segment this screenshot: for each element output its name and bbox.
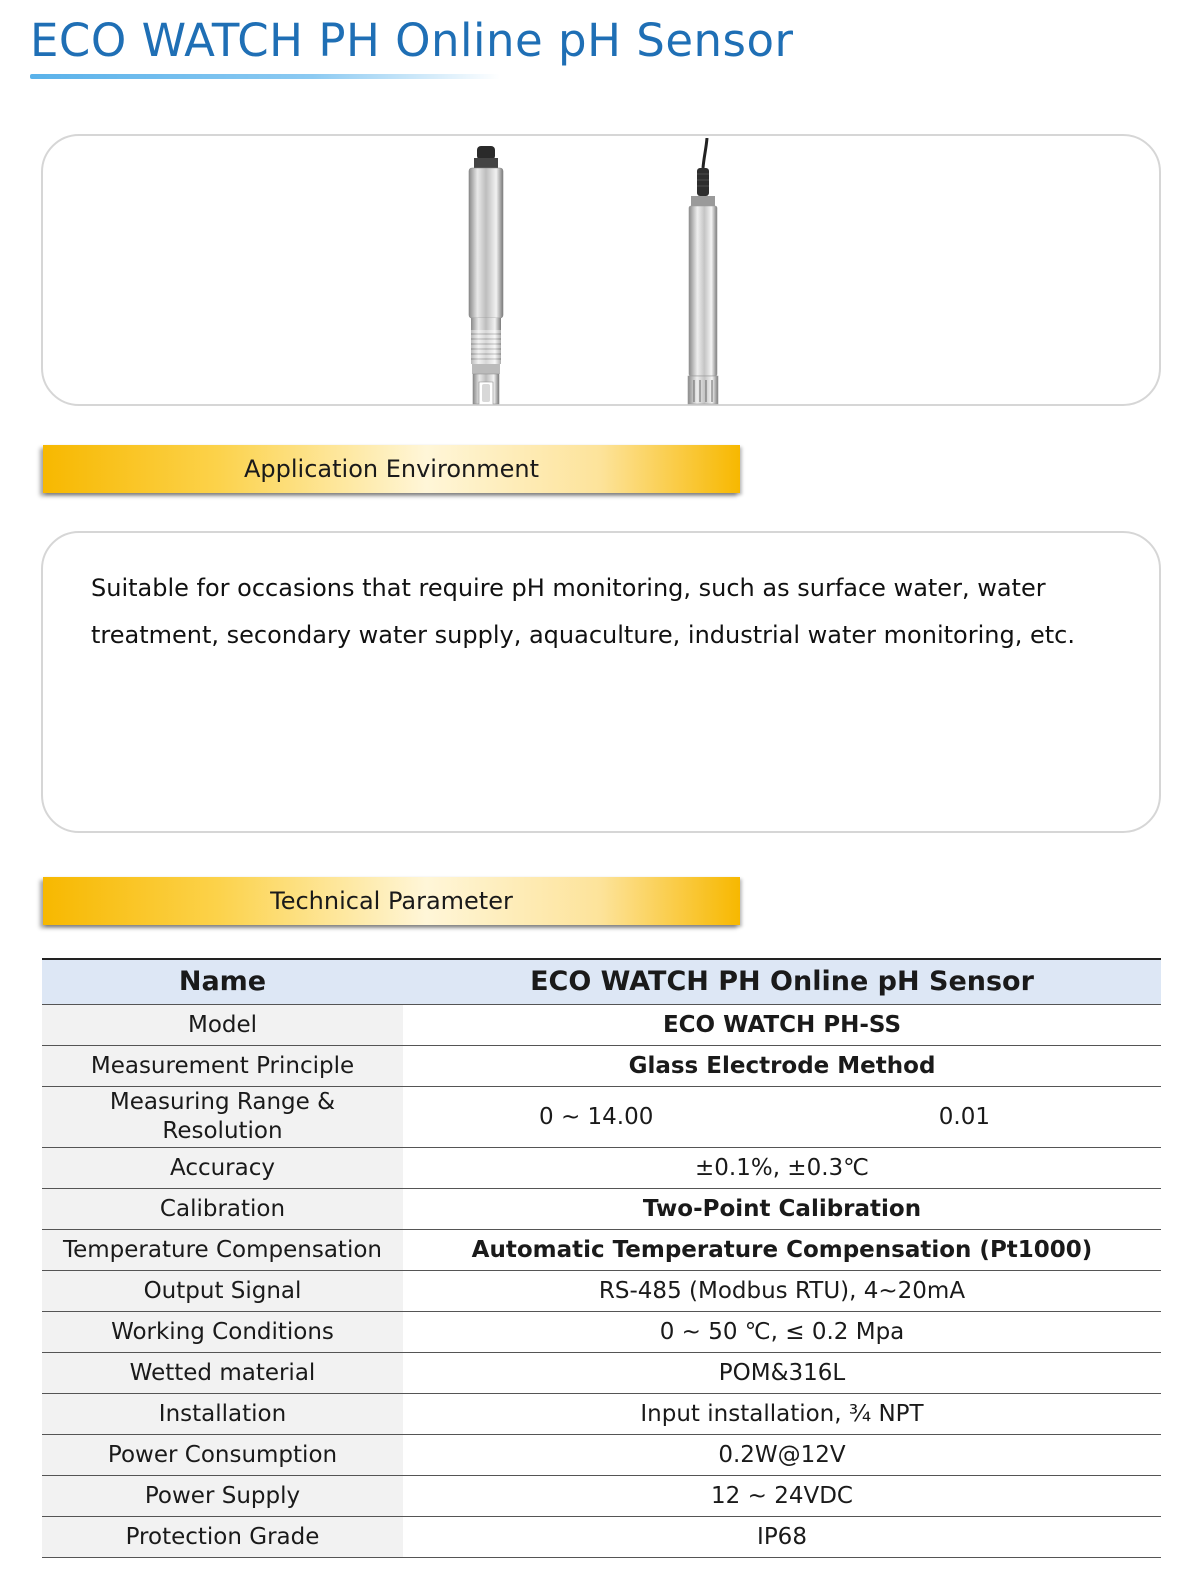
ph-sensor-cable-probe-icon [677,138,727,406]
page-title: ECO WATCH PH Online pH Sensor [30,14,794,67]
row-value [403,1086,1161,1147]
row-value: IP68 [403,1516,1161,1557]
table-row [42,1270,1161,1311]
row-name: Measuring Range & Resolution [42,1086,403,1147]
range-value: 0 ~ 14.00 [539,1103,654,1130]
row-value: 12 ~ 24VDC [403,1475,1161,1516]
table-row [42,1434,1161,1475]
product-image-panel [41,134,1161,406]
application-environment-label: Application Environment [244,455,539,483]
row-value: POM&316L [403,1352,1161,1393]
table-row [42,1352,1161,1393]
table-row [42,1045,1161,1086]
row-value: RS-485 (Modbus RTU), 4~20mA [403,1270,1161,1311]
row-name: Wetted material [42,1352,403,1393]
row-name: Power Supply [42,1475,403,1516]
row-name: Model [42,1004,403,1045]
row-name: Working Conditions [42,1311,403,1352]
row-name: Protection Grade [42,1516,403,1557]
row-value: 0 ~ 50 ℃, ≤ 0.2 Mpa [403,1311,1161,1352]
row-name: Measurement Principle [42,1045,403,1086]
row-value: ±0.1%, ±0.3℃ [403,1147,1161,1188]
application-environment-heading [43,445,740,493]
application-text: Suitable for occasions that require pH monitoring, such as surface water, water treatment, secondary water supply, aquaculture, industrial water monitoring, etc. [91,574,1075,649]
ph-sensor-threaded-probe-icon [457,146,517,406]
row-name: Temperature Compensation [42,1229,403,1270]
spec-table [42,958,1161,1558]
resolution-value: 0.01 [938,1103,990,1130]
table-row [42,1516,1161,1557]
row-value: Automatic Temperature Compensation (Pt1000) [403,1229,1161,1270]
row-value: 0.2W@12V [403,1434,1161,1475]
row-value: Input installation, ¾ NPT [403,1393,1161,1434]
row-name: Output Signal [42,1270,403,1311]
table-row [42,1188,1161,1229]
technical-parameter-label: Technical Parameter [270,887,513,915]
table-row [42,1147,1161,1188]
header-name-cell: Name [42,959,403,1004]
row-value: Two-Point Calibration [403,1188,1161,1229]
table-row [42,1229,1161,1270]
table-row [42,1475,1161,1516]
row-name: Calibration [42,1188,403,1229]
row-value: Glass Electrode Method [403,1045,1161,1086]
header-value-cell: ECO WATCH PH Online pH Sensor [403,959,1161,1004]
table-header-row [42,959,1161,1004]
table-row [42,1311,1161,1352]
table-row [42,1393,1161,1434]
row-name: Power Consumption [42,1434,403,1475]
title-underline [30,74,500,79]
technical-parameter-heading [43,877,740,925]
table-row [42,1004,1161,1045]
row-value: ECO WATCH PH-SS [403,1004,1161,1045]
row-name: Installation [42,1393,403,1434]
application-panel [41,531,1161,833]
row-name: Accuracy [42,1147,403,1188]
table-row [42,1086,1161,1147]
